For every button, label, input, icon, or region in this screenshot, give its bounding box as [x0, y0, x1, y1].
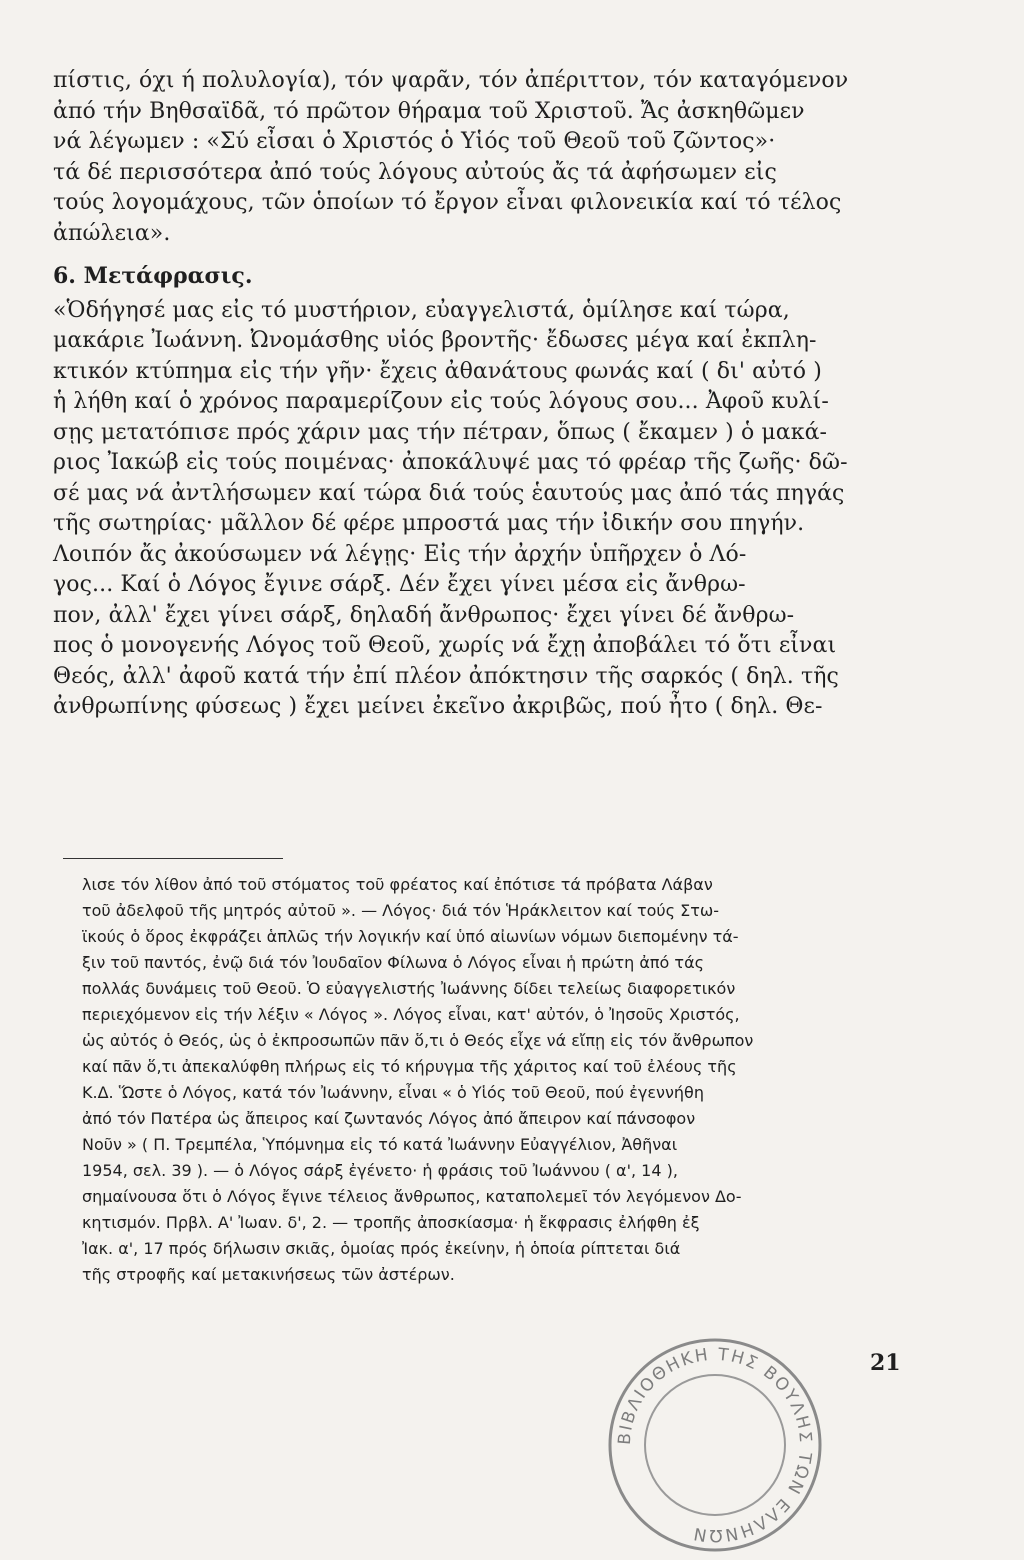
text-line: ἀπό τήν Βηθσαϊδᾶ, τό πρῶτον θήραμα τοῦ Χριστοῦ. Ἄς ἀσκηθῶμεν — [53, 98, 805, 124]
footnote-line: Κ.Δ. Ὥστε ὁ Λόγος, κατά τόν Ἰωάννην, εἶναι « ὁ Υἱός τοῦ Θεοῦ, πού ἐγεννήθη — [82, 1083, 704, 1102]
footnotes — [82, 872, 912, 1288]
footnote-line: ὡς αὐτός ὁ Θεός, ὡς ὁ ἐκπροσωπῶν πᾶν ὅ,τι ὁ Θεός εἶχε νά εἴπῃ εἰς τόν ἄνθρωπον — [82, 1031, 754, 1050]
main-text — [53, 66, 913, 723]
footnote-line: σημαίνουσα ὅτι ὁ Λόγος ἔγινε τέλειος ἄνθρωπος, καταπολεμεῖ τόν λεγόμενον Δο- — [82, 1187, 742, 1206]
paragraph-translation — [53, 296, 913, 723]
footnote-line: τοῦ ἀδελφοῦ τῆς μητρός αὐτοῦ ». — Λόγος· διά τόν Ἡράκλειτον καί τούς Στω- — [82, 901, 720, 920]
footnote-line: 1954, σελ. 39 ). — ὁ Λόγος σάρξ ἐγένετο· ἡ φράσις τοῦ Ἰωάννου ( α', 14 ), — [82, 1161, 678, 1180]
text-line: πίστις, όχι ή πολυλογία), τόν ψαρᾶν, τόν ἀπέριττον, τόν καταγόμενον — [53, 68, 849, 93]
footnote-line: ϊκούς ὁ ὅρος ἐκφράζει ἁπλῶς τήν λογικήν καί ὑπό αἰωνίων νόμων διεπομένην τά- — [82, 927, 739, 946]
text-line: Λοιπόν ἄς ἀκούσωμεν νά λέγῃς· Εἰς τήν ἀρχήν ὑπῆρχεν ὁ Λό- — [53, 541, 747, 567]
footnote-line: περιεχόμενον εἰς τήν λέξιν « Λόγος ». Λόγος εἶναι, κατ' αὐτόν, ὁ Ἰησοῦς Χριστός, — [82, 1005, 740, 1024]
text-line: πον, ἀλλ' ἔχει γίνει σάρξ, δηλαδή ἄνθρωπος· ἔχει γίνει δέ ἄνθρω- — [53, 602, 795, 628]
page-number: 21 — [870, 1350, 901, 1376]
text-line: ἡ λήθη καί ὁ χρόνος παραμερίζουν εἰς τούς λόγους σου... Ἀφοῦ κυλί- — [53, 389, 829, 414]
text-line: κτικόν κτύπημα εἰς τήν γῆν· ἔχεις ἀθανάτους φωνάς καί ( δι' αὐτό ) — [53, 358, 822, 384]
text-line: τῆς σωτηρίας· μᾶλλον δέ φέρε μπροστά μας τήν ἰδικήν σου πηγήν. — [53, 511, 805, 536]
text-line: νά λέγωμεν : «Σύ εἶσαι ὁ Χριστός ὁ Υἱός τοῦ Θεοῦ τοῦ ζῶντος»· — [53, 129, 776, 154]
footnote-line: ξιν τοῦ παντός, ἐνῷ διά τόν Ἰουδαῖον Φίλωνα ὁ Λόγος εἶναι ἡ πρώτη ἀπό τάς — [82, 953, 704, 972]
footnote-line: πολλάς δυνάμεις τοῦ Θεοῦ. Ὁ εὐαγγελιστής Ἰωάννης δίδει τελείως διαφορετικόν — [82, 979, 736, 998]
text-line: γος... Καί ὁ Λόγος ἔγινε σάρξ. Δέν ἔχει γίνει μέσα εἰς ἄνθρω- — [53, 572, 746, 597]
library-stamp — [600, 1330, 830, 1560]
section-heading: 6. Μετάφρασις. — [53, 263, 253, 289]
footnote-line: Ἰακ. α', 17 πρός δήλωσιν σκιᾶς, ὁμοίας πρός ἐκείνην, ἡ ὁποία ρίπτεται διά — [82, 1239, 681, 1258]
text-line: πος ὁ μονογενής Λόγος τοῦ Θεοῦ, χωρίς νά ἔχῃ ἀποβάλει τό ὅτι εἶναι — [53, 633, 837, 658]
paragraph-top — [53, 66, 913, 249]
footnote-line: τῆς στροφῆς καί μετακινήσεως τῶν ἀστέρων. — [82, 1265, 455, 1284]
footnote-divider — [63, 858, 283, 859]
footnote-line: λισε τόν λίθον ἀπό τοῦ στόματος τοῦ φρέατος καί ἐπότισε τά πρόβατα Λάβαν — [82, 875, 713, 894]
footnote-line: Νοῦν » ( Π. Τρεμπέλα, Ὑπόμνημα εἰς τό κατά Ἰωάννην Εὐαγγέλιον, Ἀθῆναι — [82, 1135, 678, 1154]
text-line: τούς λογομάχους, τῶν ὁποίων τό ἔργον εἶναι φιλονεικία καί τό τέλος — [53, 190, 842, 215]
text-line: μακάριε Ἰωάννη. Ὠνομάσθης υἱός βροντῆς· ἔδωσες μέγα καί ἐκπλη- — [53, 328, 817, 353]
stamp-text: ΒΙΒΛΙΟΘΗΚΗ ΤΗΣ ΒΟΥΛΗΣ ΤΩΝ ΕΛΛΗΝΩΝ — [614, 1344, 816, 1545]
footnote-line: ἀπό τόν Πατέρα ὡς ἄπειρος καί ζωντανός Λόγος ἀπό ἄπειρον καί πάνσοφον — [82, 1109, 696, 1128]
text-line: ριος Ἰακώβ εἰς τούς ποιμένας· ἀποκάλυψέ μας τό φρέαρ τῆς ζωῆς· δῶ- — [53, 450, 848, 475]
text-line: σῃς μετατόπισε πρός χάριν μας τήν πέτραν, ὅπως ( ἔκαμεν ) ὁ μακά- — [53, 419, 828, 445]
text-line: Θεός, ἀλλ' ἀφοῦ κατά τήν ἐπί πλέον ἀπόκτησιν τῆς σαρκός ( δηλ. τῆς — [53, 663, 839, 689]
footnote-line: καί πᾶν ὅ,τι ἀπεκαλύφθη πλήρως εἰς τό κήρυγμα τῆς χάριτος καί τοῦ ἐλέους τῆς — [82, 1057, 737, 1076]
text-line: ἀνθρωπίνης φύσεως ) ἔχει μείνει ἐκεῖνο ἀκριβῶς, πού ἦτο ( δηλ. Θε- — [53, 694, 823, 719]
footnote-line: κητισμόν. Πρβλ. Α' Ἰωαν. δ', 2. — τροπῆς ἀποσκίασμα· ἡ ἔκφρασις ἐλήφθη ἐξ — [82, 1213, 700, 1232]
text-line: ἀπώλεια». — [53, 220, 171, 246]
text-line: «Ὁδήγησέ μας εἰς τό μυστήριον, εὐαγγελιστά, ὁμίλησε καί τώρα, — [53, 297, 790, 323]
text-line: σέ μας νά ἀντλήσωμεν καί τώρα διά τούς ἑαυτούς μας ἀπό τάς πηγάς — [53, 480, 845, 506]
text-line: τά δέ περισσότερα ἀπό τούς λόγους αὐτούς ἄς τά ἀφήσωμεν εἰς — [53, 159, 777, 185]
